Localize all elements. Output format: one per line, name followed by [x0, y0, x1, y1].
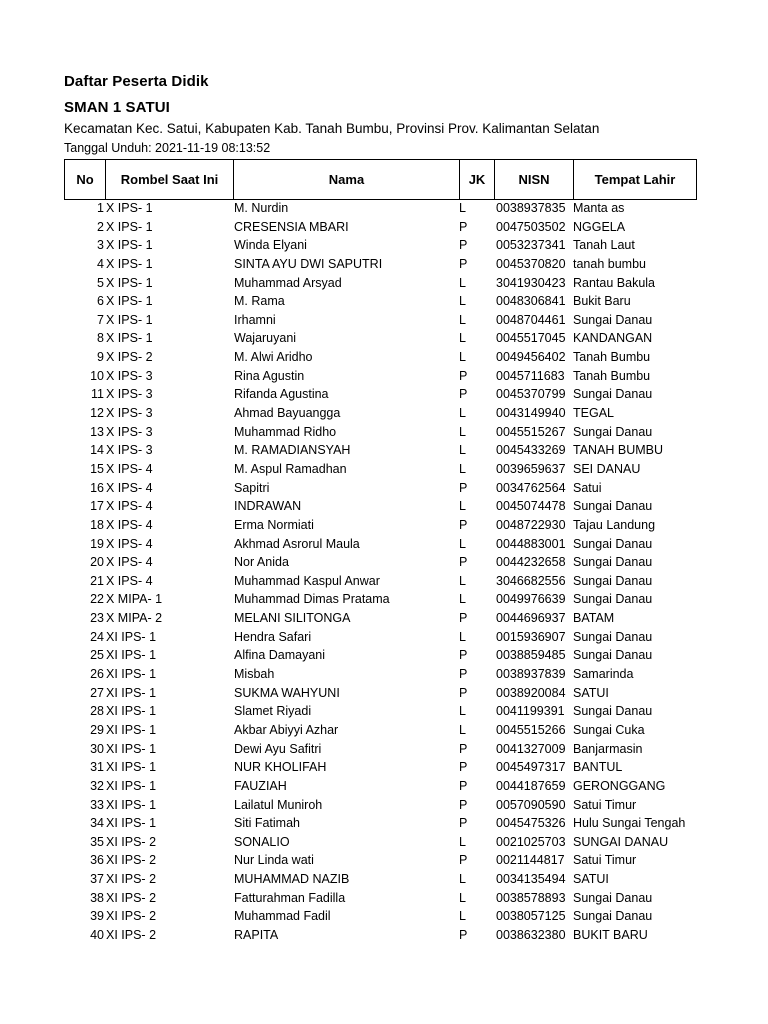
table-row — [0, 572, 768, 591]
cell-tempat-lahir: Tajau Landung — [573, 517, 656, 532]
cell-no: 38 — [90, 890, 104, 905]
cell-nama: Rifanda Agustina — [234, 387, 329, 402]
cell-no: 34 — [90, 816, 104, 831]
cell-jk: L — [459, 275, 466, 290]
cell-nama: NUR KHOLIFAH — [234, 760, 327, 775]
cell-jk: L — [459, 294, 466, 309]
cell-tempat-lahir: Satui — [573, 480, 602, 495]
cell-rombel: X IPS- 3 — [106, 387, 153, 402]
cell-rombel: XI IPS- 2 — [106, 853, 157, 868]
cell-nisn: 0038937839 — [496, 667, 566, 682]
table-row — [0, 758, 768, 777]
cell-jk: P — [459, 219, 468, 234]
cell-no: 12 — [90, 406, 104, 421]
cell-tempat-lahir: Rantau Bakula — [573, 275, 656, 290]
cell-jk: L — [459, 461, 466, 476]
table-row — [0, 404, 768, 423]
cell-rombel: X MIPA- 1 — [106, 592, 163, 607]
cell-rombel: X IPS- 3 — [106, 443, 153, 458]
cell-jk: L — [459, 704, 466, 719]
cell-no: 7 — [97, 312, 104, 327]
cell-tempat-lahir: Sungai Danau — [573, 312, 653, 327]
cell-nisn: 3046682556 — [496, 573, 566, 588]
cell-nama: MELANI SILITONGA — [234, 611, 351, 626]
cell-nama: Misbah — [234, 667, 275, 682]
cell-rombel: XI IPS- 1 — [106, 667, 157, 682]
cell-nisn: 0045433269 — [496, 443, 566, 458]
cell-no: 32 — [90, 778, 104, 793]
table-row — [0, 796, 768, 815]
cell-nisn: 0021025703 — [496, 834, 566, 849]
cell-nisn: 0044696937 — [496, 611, 566, 626]
cell-nama: Siti Fatimah — [234, 816, 300, 831]
table-row — [0, 814, 768, 833]
cell-nama: MUHAMMAD NAZIB — [234, 872, 350, 887]
cell-tempat-lahir: Banjarmasin — [573, 741, 643, 756]
cell-no: 25 — [90, 648, 104, 663]
cell-nisn: 0048722930 — [496, 517, 566, 532]
cell-tempat-lahir: Satui Timur — [573, 853, 637, 868]
table-row — [0, 740, 768, 759]
cell-tempat-lahir: BATAM — [573, 611, 615, 626]
column-header-no: No — [65, 160, 106, 200]
cell-no: 16 — [90, 480, 104, 495]
cell-tempat-lahir: KANDANGAN — [573, 331, 653, 346]
cell-nama: Lailatul Muniroh — [234, 797, 323, 812]
cell-nama: Sapitri — [234, 480, 270, 495]
table-row — [0, 870, 768, 889]
cell-no: 2 — [97, 219, 104, 234]
cell-nama: Muhammad Fadil — [234, 909, 331, 924]
cell-no: 33 — [90, 797, 104, 812]
table-row — [0, 479, 768, 498]
table-row — [0, 590, 768, 609]
cell-no: 27 — [90, 685, 104, 700]
cell-nisn: 0045517045 — [496, 331, 566, 346]
cell-nama: Fatturahman Fadilla — [234, 890, 346, 905]
cell-nisn: 0038578893 — [496, 890, 566, 905]
table-row — [0, 684, 768, 703]
cell-nisn: 0041327009 — [496, 741, 566, 756]
cell-rombel: X IPS- 1 — [106, 256, 153, 271]
cell-tempat-lahir: Manta as — [573, 201, 625, 215]
cell-nama: SONALIO — [234, 834, 290, 849]
cell-nama: Slamet Riyadi — [234, 704, 312, 719]
cell-nisn: 0045515266 — [496, 722, 566, 737]
table-row — [0, 441, 768, 460]
cell-tempat-lahir: SATUI — [573, 872, 609, 887]
cell-nisn: 0039659637 — [496, 461, 566, 476]
cell-nama: M. Nurdin — [234, 201, 289, 215]
cell-nama: INDRAWAN — [234, 499, 302, 514]
cell-no: 19 — [90, 536, 104, 551]
cell-rombel: X IPS- 1 — [106, 201, 153, 215]
cell-tempat-lahir: BUKIT BARU — [573, 927, 648, 942]
cell-no: 14 — [90, 443, 104, 458]
cell-rombel: XI IPS- 1 — [106, 741, 157, 756]
cell-rombel: X IPS- 4 — [106, 536, 153, 551]
cell-jk: L — [459, 872, 466, 887]
cell-no: 23 — [90, 611, 104, 626]
table-row — [0, 367, 768, 386]
cell-nisn: 0044232658 — [496, 555, 566, 570]
table-row — [0, 646, 768, 665]
cell-nisn: 0049456402 — [496, 350, 566, 365]
column-header-tempat-lahir: Tempat Lahir — [574, 160, 697, 200]
cell-jk: L — [459, 722, 466, 737]
table-row — [0, 274, 768, 293]
cell-nisn: 3041930423 — [496, 275, 566, 290]
cell-nisn: 0034762564 — [496, 480, 566, 495]
cell-no: 9 — [97, 350, 104, 365]
table-row — [0, 199, 768, 218]
cell-tempat-lahir: Sungai Danau — [573, 909, 653, 924]
cell-nisn: 0044883001 — [496, 536, 566, 551]
cell-jk: L — [459, 499, 466, 514]
table-row — [0, 926, 768, 945]
cell-rombel: XI IPS- 1 — [106, 778, 157, 793]
cell-nisn: 0021144817 — [496, 853, 565, 868]
cell-nisn: 0034135494 — [496, 872, 566, 887]
cell-rombel: XI IPS- 2 — [106, 890, 157, 905]
cell-jk: L — [459, 350, 466, 365]
table-row — [0, 535, 768, 554]
table-row — [0, 851, 768, 870]
table-row — [0, 889, 768, 908]
cell-jk: P — [459, 741, 468, 756]
cell-jk: L — [459, 406, 466, 421]
cell-nama: Muhammad Kaspul Anwar — [234, 573, 380, 588]
cell-tempat-lahir: Sungai Danau — [573, 629, 653, 644]
table-row — [0, 907, 768, 926]
cell-jk: L — [459, 331, 466, 346]
cell-jk: P — [459, 667, 468, 682]
column-header-jk: JK — [460, 160, 495, 200]
cell-nama: Muhammad Dimas Pratama — [234, 592, 390, 607]
cell-nisn: 0048306841 — [496, 294, 566, 309]
cell-jk: L — [459, 536, 466, 551]
table-row — [0, 329, 768, 348]
cell-rombel: X IPS- 1 — [106, 331, 153, 346]
table-row — [0, 628, 768, 647]
table-row — [0, 236, 768, 255]
cell-tempat-lahir: Tanah Bumbu — [573, 350, 651, 365]
cell-no: 39 — [90, 909, 104, 924]
table-row — [0, 385, 768, 404]
cell-tempat-lahir: Sungai Danau — [573, 648, 653, 663]
cell-jk: L — [459, 592, 466, 607]
cell-no: 4 — [97, 256, 104, 271]
cell-jk: P — [459, 368, 468, 383]
cell-no: 6 — [97, 294, 104, 309]
cell-nama: Irhamni — [234, 312, 276, 327]
cell-nisn: 0045711683 — [496, 368, 565, 383]
cell-jk: P — [459, 760, 468, 775]
table-row — [0, 665, 768, 684]
cell-tempat-lahir: tanah bumbu — [573, 256, 646, 271]
cell-rombel: X IPS- 3 — [106, 424, 153, 439]
cell-nama: Muhammad Ridho — [234, 424, 337, 439]
cell-rombel: XI IPS- 1 — [106, 629, 157, 644]
cell-tempat-lahir: Sungai Danau — [573, 890, 653, 905]
cell-nisn: 0047503502 — [496, 219, 566, 234]
cell-nisn: 0049976639 — [496, 592, 566, 607]
cell-rombel: X IPS- 1 — [106, 219, 153, 234]
cell-nisn: 0038920084 — [496, 685, 566, 700]
cell-tempat-lahir: Bukit Baru — [573, 294, 631, 309]
cell-tempat-lahir: Sungai Danau — [573, 592, 653, 607]
cell-tempat-lahir: Tanah Laut — [573, 238, 635, 253]
cell-tempat-lahir: Sungai Danau — [573, 704, 653, 719]
cell-jk: P — [459, 238, 468, 253]
cell-nisn: 0045515267 — [496, 424, 566, 439]
cell-nisn: 0045074478 — [496, 499, 566, 514]
cell-no: 20 — [90, 555, 104, 570]
cell-tempat-lahir: NGGELA — [573, 219, 626, 234]
cell-tempat-lahir: Sungai Danau — [573, 424, 653, 439]
table-row — [0, 311, 768, 330]
cell-nisn: 0038632380 — [496, 927, 566, 942]
table-row — [0, 609, 768, 628]
cell-no: 18 — [90, 517, 104, 532]
cell-nama: M. Alwi Aridho — [234, 350, 313, 365]
cell-rombel: X IPS- 1 — [106, 275, 153, 290]
cell-tempat-lahir: BANTUL — [573, 760, 623, 775]
table-row — [0, 423, 768, 442]
table-row — [0, 348, 768, 367]
cell-jk: P — [459, 853, 468, 868]
cell-rombel: XI IPS- 2 — [106, 834, 157, 849]
cell-rombel: XI IPS- 2 — [106, 927, 157, 942]
cell-nama: M. Rama — [234, 294, 285, 309]
table-row — [0, 255, 768, 274]
cell-rombel: XI IPS- 1 — [106, 760, 157, 775]
cell-no: 10 — [90, 368, 104, 383]
cell-rombel: XI IPS- 1 — [106, 648, 157, 663]
cell-jk: P — [459, 797, 468, 812]
cell-no: 5 — [97, 275, 104, 290]
cell-nisn: 0053237341 — [496, 238, 566, 253]
cell-no: 21 — [90, 573, 104, 588]
cell-nisn: 0045370820 — [496, 256, 566, 271]
cell-tempat-lahir: GERONGGANG — [573, 778, 666, 793]
cell-nama: Hendra Safari — [234, 629, 312, 644]
cell-nama: M. RAMADIANSYAH — [234, 443, 351, 458]
cell-tempat-lahir: Sungai Danau — [573, 573, 653, 588]
cell-nama: SUKMA WAHYUNI — [234, 685, 340, 700]
cell-rombel: X IPS- 1 — [106, 294, 153, 309]
cell-jk: P — [459, 685, 468, 700]
cell-nama: Ahmad Bayuangga — [234, 406, 341, 421]
cell-rombel: X IPS- 2 — [106, 350, 153, 365]
cell-no: 37 — [90, 872, 104, 887]
table-row — [0, 721, 768, 740]
cell-tempat-lahir: TANAH BUMBU — [573, 443, 664, 458]
student-list — [0, 199, 768, 945]
cell-nama: Nor Anida — [234, 555, 289, 570]
cell-nisn: 0048704461 — [496, 312, 566, 327]
cell-jk: L — [459, 890, 466, 905]
table-header — [64, 159, 697, 200]
cell-no: 36 — [90, 853, 104, 868]
cell-no: 3 — [97, 238, 104, 253]
cell-nisn: 0045497317 — [496, 760, 566, 775]
cell-nisn: 0044187659 — [496, 778, 566, 793]
cell-jk: P — [459, 517, 468, 532]
cell-no: 13 — [90, 424, 104, 439]
cell-no: 24 — [90, 629, 104, 644]
cell-jk: L — [459, 834, 466, 849]
cell-rombel: XI IPS- 2 — [106, 872, 157, 887]
table-row — [0, 292, 768, 311]
cell-tempat-lahir: Samarinda — [573, 667, 634, 682]
cell-tempat-lahir: SATUI — [573, 685, 609, 700]
cell-jk: P — [459, 256, 468, 271]
cell-no: 17 — [90, 499, 104, 514]
cell-jk: L — [459, 201, 466, 215]
document-title: Daftar Peserta Didik — [64, 73, 209, 90]
download-date: Tanggal Unduh: 2021-11-19 08:13:52 — [64, 141, 271, 155]
cell-rombel: XI IPS- 2 — [106, 909, 157, 924]
cell-jk: L — [459, 629, 466, 644]
cell-rombel: X IPS- 4 — [106, 499, 153, 514]
table-row — [0, 702, 768, 721]
cell-tempat-lahir: Satui Timur — [573, 797, 637, 812]
table-row — [0, 777, 768, 796]
cell-no: 31 — [90, 760, 104, 775]
cell-rombel: X IPS- 4 — [106, 573, 153, 588]
cell-tempat-lahir: Sungai Danau — [573, 555, 653, 570]
cell-jk: P — [459, 387, 468, 402]
cell-tempat-lahir: TEGAL — [573, 406, 614, 421]
cell-tempat-lahir: SEI DANAU — [573, 461, 641, 476]
cell-nisn: 0038057125 — [496, 909, 566, 924]
cell-nama: M. Aspul Ramadhan — [234, 461, 347, 476]
table-row — [0, 516, 768, 535]
table-row — [0, 833, 768, 852]
cell-jk: L — [459, 443, 466, 458]
cell-tempat-lahir: Hulu Sungai Tengah — [573, 816, 686, 831]
cell-jk: P — [459, 927, 468, 942]
table-row — [0, 497, 768, 516]
cell-tempat-lahir: Sungai Danau — [573, 536, 653, 551]
cell-tempat-lahir: SUNGAI DANAU — [573, 834, 669, 849]
column-header-nisn: NISN — [495, 160, 574, 200]
cell-rombel: XI IPS- 1 — [106, 704, 157, 719]
cell-tempat-lahir: Sungai Danau — [573, 499, 653, 514]
cell-jk: P — [459, 480, 468, 495]
cell-nama: Rina Agustin — [234, 368, 305, 383]
cell-no: 22 — [90, 592, 104, 607]
cell-no: 15 — [90, 461, 104, 476]
cell-rombel: X IPS- 4 — [106, 517, 153, 532]
cell-rombel: XI IPS- 1 — [106, 685, 157, 700]
cell-jk: P — [459, 555, 468, 570]
cell-nisn: 0045475326 — [496, 816, 566, 831]
cell-jk: L — [459, 573, 466, 588]
cell-nama: Dewi Ayu Safitri — [234, 741, 322, 756]
cell-rombel: X IPS- 4 — [106, 555, 153, 570]
cell-tempat-lahir: Sungai Danau — [573, 387, 653, 402]
cell-jk: P — [459, 816, 468, 831]
cell-nisn: 0038937835 — [496, 201, 566, 215]
cell-no: 35 — [90, 834, 104, 849]
location-line: Kecamatan Kec. Satui, Kabupaten Kab. Tanah Bumbu, Provinsi Prov. Kalimantan Selatan — [64, 121, 600, 136]
cell-rombel: XI IPS- 1 — [106, 816, 157, 831]
cell-no: 26 — [90, 667, 104, 682]
school-name: SMAN 1 SATUI — [64, 99, 170, 116]
cell-nisn: 0045370799 — [496, 387, 566, 402]
cell-no: 11 — [91, 387, 104, 402]
cell-rombel: X IPS- 1 — [106, 312, 153, 327]
cell-nama: Akhmad Asrorul Maula — [234, 536, 360, 551]
cell-nisn: 0041199391 — [496, 704, 565, 719]
cell-jk: P — [459, 648, 468, 663]
table-row — [0, 218, 768, 237]
cell-nama: Akbar Abiyyi Azhar — [234, 722, 339, 737]
cell-tempat-lahir: Tanah Bumbu — [573, 368, 651, 383]
cell-nama: FAUZIAH — [234, 778, 287, 793]
cell-tempat-lahir: Sungai Cuka — [573, 722, 645, 737]
cell-no: 8 — [97, 331, 104, 346]
cell-nisn: 0057090590 — [496, 797, 566, 812]
cell-rombel: X IPS- 3 — [106, 406, 153, 421]
cell-nama: Alfina Damayani — [234, 648, 326, 663]
cell-rombel: XI IPS- 1 — [106, 722, 157, 737]
cell-nama: CRESENSIA MBARI — [234, 219, 349, 234]
cell-jk: L — [459, 312, 466, 327]
cell-jk: P — [459, 778, 468, 793]
table-row — [0, 460, 768, 479]
cell-no: 29 — [90, 722, 104, 737]
cell-no: 1 — [97, 201, 104, 215]
cell-nisn: 0015936907 — [496, 629, 566, 644]
cell-nama: Wajaruyani — [234, 331, 297, 346]
column-header-nama: Nama — [234, 160, 460, 200]
cell-nisn: 0043149940 — [496, 406, 566, 421]
cell-jk: P — [459, 611, 468, 626]
cell-no: 30 — [90, 741, 104, 756]
cell-no: 40 — [90, 927, 104, 942]
cell-nama: SINTA AYU DWI SAPUTRI — [234, 256, 383, 271]
cell-nama: Nur Linda wati — [234, 853, 314, 868]
cell-rombel: XI IPS- 1 — [106, 797, 157, 812]
cell-nama: RAPITA — [234, 927, 279, 942]
cell-jk: L — [459, 909, 466, 924]
cell-nama: Erma Normiati — [234, 517, 314, 532]
cell-rombel: X IPS- 4 — [106, 480, 153, 495]
cell-no: 28 — [90, 704, 104, 719]
cell-rombel: X IPS- 3 — [106, 368, 153, 383]
cell-jk: L — [459, 424, 466, 439]
cell-nama: Muhammad Arsyad — [234, 275, 342, 290]
table-row — [0, 553, 768, 572]
cell-rombel: X MIPA- 2 — [106, 611, 163, 626]
column-header-rombel: Rombel Saat Ini — [106, 160, 234, 200]
cell-rombel: X IPS- 4 — [106, 461, 153, 476]
cell-nama: Winda Elyani — [234, 238, 307, 253]
cell-nisn: 0038859485 — [496, 648, 566, 663]
cell-rombel: X IPS- 1 — [106, 238, 153, 253]
